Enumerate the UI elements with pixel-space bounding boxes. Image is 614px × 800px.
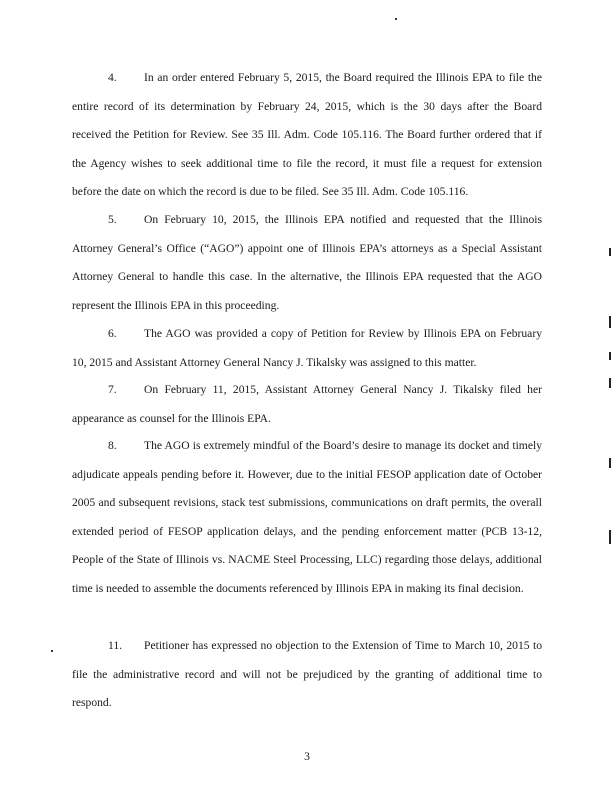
paragraph-number: 5. <box>108 213 117 226</box>
scan-edge-mark <box>609 352 611 360</box>
scan-speck <box>395 18 397 20</box>
paragraph-6 <box>72 320 542 377</box>
paragraph-text: The AGO was provided a copy of Petition for Review by Illinois EPA on February 10, 2015 and Assistant Attorney General Nancy J. Tikalsky was assigned to this matter. <box>72 327 542 369</box>
paragraph-number: 4. <box>108 71 117 84</box>
paragraph-8 <box>72 432 542 603</box>
paragraph-number: 7. <box>108 383 117 396</box>
scan-edge-mark <box>609 530 611 544</box>
paragraph-11 <box>72 632 542 718</box>
paragraph-text: The AGO is extremely mindful of the Board’s desire to manage its docket and timely adjudicate appeals pending before it. However, due to the initial FESOP application date of October 2005 and subsequent revisions, stack test submissions, communications on draft permits, the overall extended period of FESOP application delays, and the pending enforcement matter (PCB 13-12, People of the State of Illinois vs. NACME Steel Processing, LLC) regarding those delays, additional time is needed to assemble the documents referenced by Illinois EPA in making its final decision. <box>72 439 542 595</box>
paragraph-number: 8. <box>108 439 117 452</box>
scan-edge-mark <box>609 378 611 388</box>
paragraph-text: Petitioner has expressed no objection to the Extension of Time to March 10, 2015 to file the administrative record and will not be prejudiced by the granting of additional time to respond. <box>72 639 542 709</box>
paragraph-4 <box>72 64 542 207</box>
scan-edge-mark <box>609 316 611 328</box>
paragraph-number: 6. <box>108 327 117 340</box>
paragraph-text: On February 11, 2015, Assistant Attorney General Nancy J. Tikalsky filed her appearance as counsel for the Illinois EPA. <box>72 383 542 425</box>
paragraph-7 <box>72 376 542 433</box>
paragraph-5 <box>72 206 542 320</box>
paragraph-text: In an order entered February 5, 2015, the Board required the Illinois EPA to file the entire record of its determination by February 24, 2015, which is the 30 days after the Board received the Petition for Review. See 35 Ill. Adm. Code 105.116. The Board further ordered that if the Agency wishes to seek additional time to file the record, it must file a request for extension before the date on which the record is due to be filed. See 35 Ill. Adm. Code 105.116. <box>72 71 542 198</box>
scan-speck <box>51 650 53 652</box>
scan-edge-mark <box>609 248 611 256</box>
page-number: 3 <box>304 750 310 763</box>
paragraph-text: On February 10, 2015, the Illinois EPA notified and requested that the Illinois Attorney General’s Office (“AGO”) appoint one of Illinois EPA’s attorneys as a Special Assistant Attorney General to handle this case. In the alternative, the Illinois EPA requested that the AGO represent the Illinois EPA in this proceeding. <box>72 213 542 312</box>
scan-edge-mark <box>609 458 611 468</box>
paragraph-number: 11. <box>108 639 123 652</box>
